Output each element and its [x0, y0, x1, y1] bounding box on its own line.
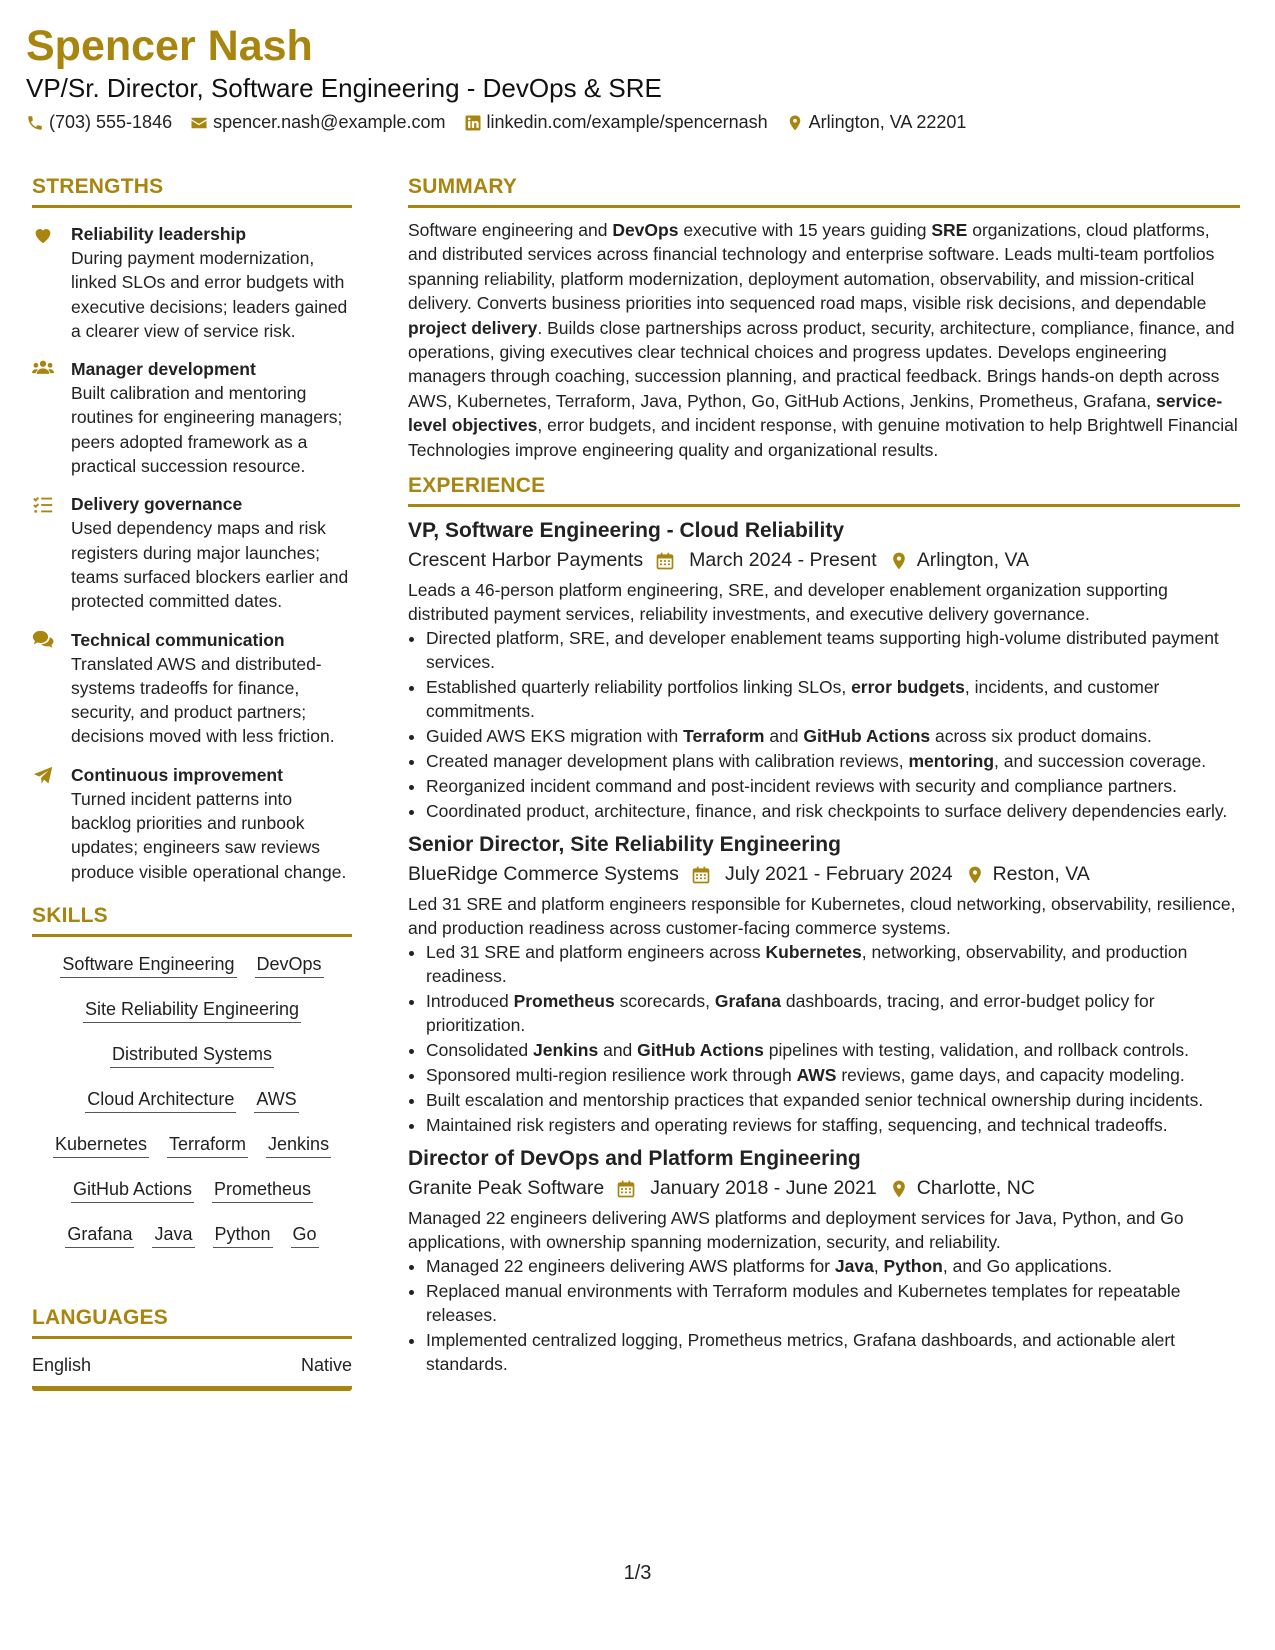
contact-linkedin[interactable] — [464, 112, 768, 133]
strength-item — [32, 222, 352, 343]
job-location: Charlotte, NC — [916, 1177, 1035, 1200]
map-pin-icon — [965, 865, 985, 885]
strength-item — [32, 763, 352, 884]
job-meta — [408, 1177, 1240, 1200]
job-description: Leads a 46-person platform engineering, SRE, and developer enablement organization supporting distributed payment services, reliability investments, and executive delivery governance. — [408, 580, 1168, 625]
strength-description: Used dependency maps and risk registers during major launches; teams surfaced blockers earlier and protected committed dates. — [71, 518, 349, 612]
job-bullet: • Sponsored multi-region resilience work through AWS reviews, game days, and capacity modeling. — [426, 1063, 1240, 1087]
job-bullets — [408, 1254, 1240, 1376]
job-bullet: • Managed 22 engineers delivering AWS platforms for Java, Python, and Go applications. — [426, 1254, 1240, 1278]
job-bullets — [408, 626, 1240, 823]
strength-item — [32, 628, 352, 749]
experience-list — [408, 517, 1240, 1376]
job-bullet: • Implemented centralized logging, Prometheus metrics, Grafana dashboards, and actionable alert standards. — [426, 1328, 1240, 1376]
language-level: Native — [300, 1354, 352, 1375]
job-company: Crescent Harbor Payments — [408, 549, 644, 572]
skill-tag: GitHub Actions — [71, 1178, 194, 1203]
strength-title: Continuous improvement — [71, 764, 283, 785]
job-title: VP, Software Engineering - Cloud Reliability — [408, 519, 845, 543]
skill-tag: Site Reliability Engineering — [83, 998, 301, 1023]
skill-row — [32, 1223, 352, 1268]
strength-item — [32, 357, 352, 478]
skills-heading: SKILLS — [32, 904, 352, 937]
candidate-name: Spencer Nash — [26, 22, 313, 70]
strength-title: Reliability leadership — [71, 224, 247, 244]
skill-tag: Kubernetes — [53, 1133, 149, 1158]
contact-bar — [26, 112, 984, 133]
strength-item — [32, 492, 352, 613]
job-description: Led 31 SRE and platform engineers responsible for Kubernetes, cloud networking, observability, resilience, and production readiness across customer-facing commerce systems. — [408, 894, 1236, 939]
skill-row — [32, 953, 352, 998]
skill-row — [32, 1088, 352, 1133]
languages-list — [32, 1355, 352, 1391]
skill-row — [32, 998, 352, 1043]
strengths-list — [32, 222, 352, 884]
job-entry — [408, 517, 1240, 823]
strength-title: Manager development — [71, 359, 256, 380]
skill-tag: Python — [213, 1223, 273, 1248]
paper-plane-icon — [32, 765, 54, 785]
strength-title: Technical communication — [71, 629, 285, 650]
location-text: Arlington, VA 22201 — [808, 112, 967, 132]
job-location: Arlington, VA — [916, 549, 1030, 572]
summary-text: Software engineering and DevOps executive with 15 years guiding SRE organizations, cloud platforms, and distributed services across financial technology and enterprise software. Leads multi-team portfolios spanning reliability, platform modernization, deployment automation, observability, and mission-critical delivery. Converts business priorities into sequenced road maps, visible risk decisions, and dependable project delivery. Builds close partnerships across product, security, architecture, compliance, finance, and operations, giving executives clear technical choices and progress updates. Develops engineering managers through coaching, succession planning, and practical feedback. Brings hands-on depth across AWS, Kubernetes, Terraform, Java, Python, Go, GitHub Actions, Jenkins, Prometheus, Grafana, service-level objectives, error budgets, and incident response, with genuine motivation to help Brightwell Financial Technologies improve engineering quality and organizational results. — [408, 220, 1238, 460]
job-description: Managed 22 engineers delivering AWS platforms and deployment services for Java, Python, and Go applications, with ownership spanning modernization, security, and reliability. — [408, 1208, 1184, 1253]
comments-icon — [32, 630, 54, 650]
job-bullet: • Built escalation and mentorship practices that expanded senior technical ownership during incidents. — [426, 1088, 1240, 1112]
skill-tag: Distributed Systems — [110, 1043, 274, 1068]
skill-tag: AWS — [254, 1088, 298, 1113]
phone-icon — [26, 114, 44, 132]
job-bullet: • Led 31 SRE and platform engineers across Kubernetes, networking, observability, and production readiness. — [426, 940, 1240, 988]
skill-row — [32, 1133, 352, 1178]
experience-heading: EXPERIENCE — [408, 474, 1240, 507]
job-location: Reston, VA — [992, 863, 1090, 886]
skill-tag: Prometheus — [212, 1178, 313, 1203]
job-bullet: • Directed platform, SRE, and developer enablement teams supporting high-volume distributed payment services. — [426, 626, 1240, 674]
job-entry — [408, 831, 1240, 1137]
job-meta — [408, 549, 1240, 572]
job-bullet: • Introduced Prometheus scorecards, Grafana dashboards, tracing, and error-budget policy for prioritization. — [426, 989, 1240, 1037]
calendar-icon — [691, 865, 711, 885]
job-title: Director of DevOps and Platform Engineering — [408, 1147, 861, 1171]
linkedin-icon — [464, 114, 482, 132]
email-text: spencer.nash@example.com — [213, 112, 446, 132]
job-dates: July 2021 - February 2024 — [724, 863, 953, 886]
contact-phone[interactable] — [26, 112, 172, 133]
job-bullet: • Coordinated product, architecture, finance, and risk checkpoints to surface delivery dependencies early. — [426, 799, 1240, 823]
heart-icon — [32, 224, 54, 244]
job-bullet: • Consolidated Jenkins and GitHub Actions pipelines with testing, validation, and rollback controls. — [426, 1038, 1240, 1062]
job-company: BlueRidge Commerce Systems — [408, 863, 679, 886]
linkedin-text: linkedin.com/example/spencernash — [486, 112, 768, 132]
job-meta — [408, 863, 1240, 886]
skill-tag: Go — [291, 1223, 319, 1248]
language-name: English — [32, 1354, 92, 1375]
left-column — [32, 175, 352, 1391]
skill-row — [32, 1178, 352, 1223]
job-title: Senior Director, Site Reliability Engineering — [408, 833, 841, 857]
contact-email[interactable] — [190, 112, 445, 133]
job-bullet: • Replaced manual environments with Terraform modules and Kubernetes templates for repeatable releases. — [426, 1279, 1240, 1327]
users-icon — [32, 359, 54, 379]
phone-text: (703) 555-1846 — [49, 112, 173, 132]
page-number: 1/3 — [623, 1562, 652, 1584]
map-pin-icon — [889, 1179, 909, 1199]
calendar-icon — [655, 551, 675, 571]
contact-location — [786, 112, 967, 133]
job-bullets — [408, 940, 1240, 1137]
envelope-icon — [190, 114, 208, 132]
strengths-heading: STRENGTHS — [32, 175, 352, 208]
strength-description: Translated AWS and distributed-systems tradeoffs for finance, security, and product partners; decisions moved with less friction. — [71, 653, 335, 747]
languages-heading: LANGUAGES — [32, 1306, 352, 1339]
language-row — [32, 1355, 352, 1391]
list-check-icon — [32, 494, 54, 514]
map-pin-icon — [786, 114, 804, 132]
right-column — [408, 175, 1240, 1384]
job-bullet: • Established quarterly reliability portfolios linking SLOs, error budgets, incidents, and customer commitments. — [426, 675, 1240, 723]
job-dates: January 2018 - June 2021 — [650, 1177, 877, 1200]
skill-row — [32, 1043, 352, 1088]
strength-description: Turned incident patterns into backlog priorities and runbook updates; engineers saw reviews produce visible operational change. — [71, 788, 347, 882]
skills-list — [32, 953, 352, 1268]
strength-description: During payment modernization, linked SLOs and error budgets with executive decisions; leaders gained a clearer view of service risk. — [71, 248, 348, 341]
skill-tag: Java — [152, 1223, 194, 1248]
skill-tag: Software Engineering — [60, 953, 236, 978]
skill-tag: Jenkins — [266, 1133, 331, 1158]
skill-tag: Terraform — [167, 1133, 248, 1158]
skill-tag: DevOps — [255, 953, 324, 978]
calendar-icon — [616, 1179, 636, 1199]
skill-tag: Cloud Architecture — [85, 1088, 236, 1113]
job-dates: March 2024 - Present — [689, 549, 877, 572]
skill-tag: Grafana — [65, 1223, 134, 1248]
job-bullet: • Created manager development plans with calibration reviews, mentoring, and succession coverage. — [426, 749, 1240, 773]
job-bullet: • Guided AWS EKS migration with Terraform and GitHub Actions across six product domains. — [426, 724, 1240, 748]
job-entry — [408, 1145, 1240, 1376]
job-company: Granite Peak Software — [408, 1177, 605, 1200]
job-bullet: • Maintained risk registers and operating reviews for staffing, sequencing, and technical tradeoffs. — [426, 1113, 1240, 1137]
strength-title: Delivery governance — [71, 494, 243, 515]
candidate-role: VP/Sr. Director, Software Engineering - DevOps & SRE — [26, 73, 662, 103]
strength-description: Built calibration and mentoring routines for engineering managers; peers adopted framework as a practical succession resource. — [71, 383, 343, 477]
summary-heading: SUMMARY — [408, 175, 1240, 208]
map-pin-icon — [889, 551, 909, 571]
job-bullet: • Reorganized incident command and post-incident reviews with security and compliance partners. — [426, 774, 1240, 798]
